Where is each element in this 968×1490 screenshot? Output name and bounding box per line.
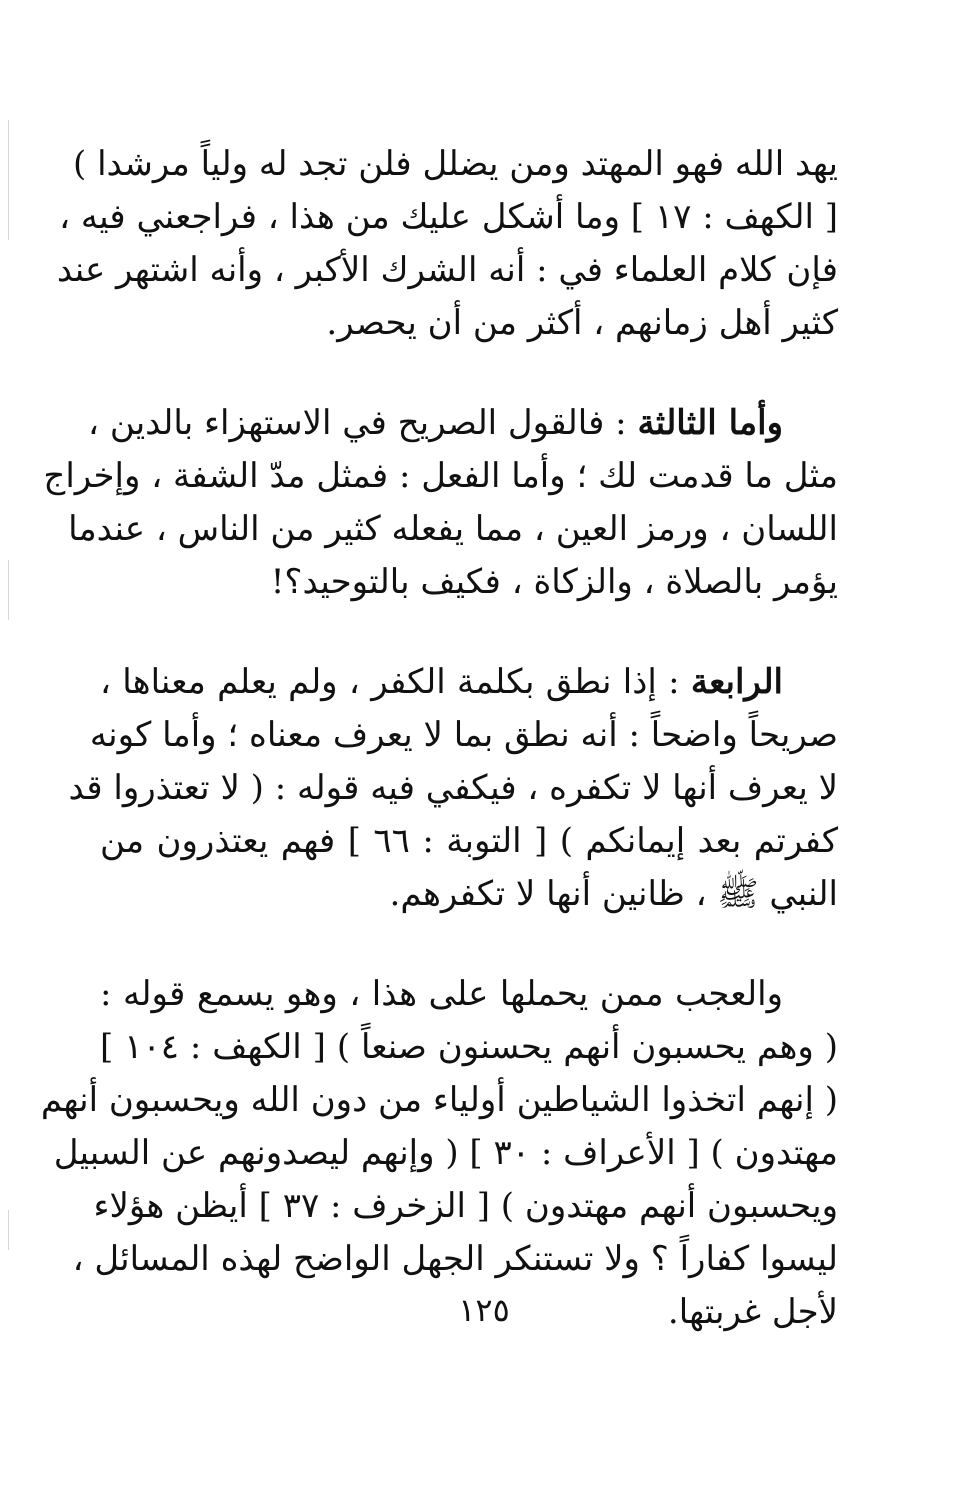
text-line: مهتدون ) [ الأعراف : ٣٠ ] ( وإنهم ليصدونهم عن السبيل bbox=[53, 1133, 838, 1173]
text-line: كثير أهل زمانهم ، أكثر من أن يحصر. bbox=[326, 303, 838, 343]
text-line: صريحاً واضحاً : أنه نطق بما لا يعرف معناه ؛ وأما كونه bbox=[89, 715, 838, 755]
text-line bbox=[100, 656, 838, 709]
scan-edge-mark bbox=[8, 120, 9, 240]
paragraph-2 bbox=[43, 397, 838, 609]
page-number: ١٢٥ bbox=[458, 1291, 510, 1329]
text-line: النبي ﷺ ، ظانين أنها لا تكفرهم. bbox=[389, 874, 838, 914]
paragraph-4 bbox=[40, 968, 838, 1339]
text-fragment: : فالقول الصريح في الاستهزاء بالدين ، bbox=[88, 403, 638, 443]
text-line bbox=[88, 397, 838, 450]
text-line: والعجب ممن يحملها على هذا ، وهو يسمع قوله : bbox=[100, 974, 783, 1014]
text-line: كفرتم بعد إيمانكم ) [ التوبة : ٦٦ ] فهم يعتذرون من bbox=[100, 821, 839, 861]
paragraph-3 bbox=[68, 656, 839, 921]
text-line: ويحسبون أنهم مهتدون ) [ الزخرف : ٣٧ ] أيظن هؤلاء bbox=[93, 1186, 838, 1226]
text-fragment: : إذا نطق بكلمة الكفر ، ولم يعلم معناها ، bbox=[100, 662, 691, 702]
text-line: يؤمر بالصلاة ، والزكاة ، فكيف بالتوحيد؟! bbox=[270, 562, 838, 602]
text-line: فإن كلام العلماء في : أنه الشرك الأكبر ، وأنه اشتهر عند bbox=[56, 250, 838, 290]
text-line: [ الكهف : ١٧ ] وما أشكل عليك من هذا ، فراجعني فيه ، bbox=[59, 197, 838, 237]
scan-edge-mark bbox=[8, 1210, 9, 1250]
scan-edge-mark bbox=[8, 560, 9, 620]
body-text bbox=[40, 138, 839, 1386]
text-line: يهد الله فهو المهتد ومن يضلل فلن تجد له ولياً مرشدا ) bbox=[73, 144, 838, 184]
paragraph-lead: الرابعة bbox=[690, 662, 783, 702]
text-line: ليسوا كفاراً ؟ ولا تستنكر الجهل الواضح لهذه المسائل ، bbox=[72, 1239, 838, 1279]
text-line: لا يعرف أنها لا تكفره ، فيكفي فيه قوله : ( لا تعتذروا قد bbox=[68, 768, 838, 808]
text-line: اللسان ، ورمز العين ، مما يفعله كثير من الناس ، عندما bbox=[68, 509, 838, 549]
paragraph-lead: وأما الثالثة bbox=[637, 403, 783, 443]
text-line: مثل ما قدمت لك ؛ وأما الفعل : فمثل مدّ الشفة ، وإخراج bbox=[43, 456, 838, 496]
paragraph-1 bbox=[56, 138, 838, 350]
text-line: لأجل غربتها. bbox=[667, 1292, 838, 1332]
text-line: ( وهم يحسبون أنهم يحسنون صنعاً ) [ الكهف : ١٠٤ ] bbox=[100, 1027, 838, 1067]
text-line: ( إنهم اتخذوا الشياطين أولياء من دون الله ويحسبون أنهم bbox=[40, 1080, 838, 1120]
